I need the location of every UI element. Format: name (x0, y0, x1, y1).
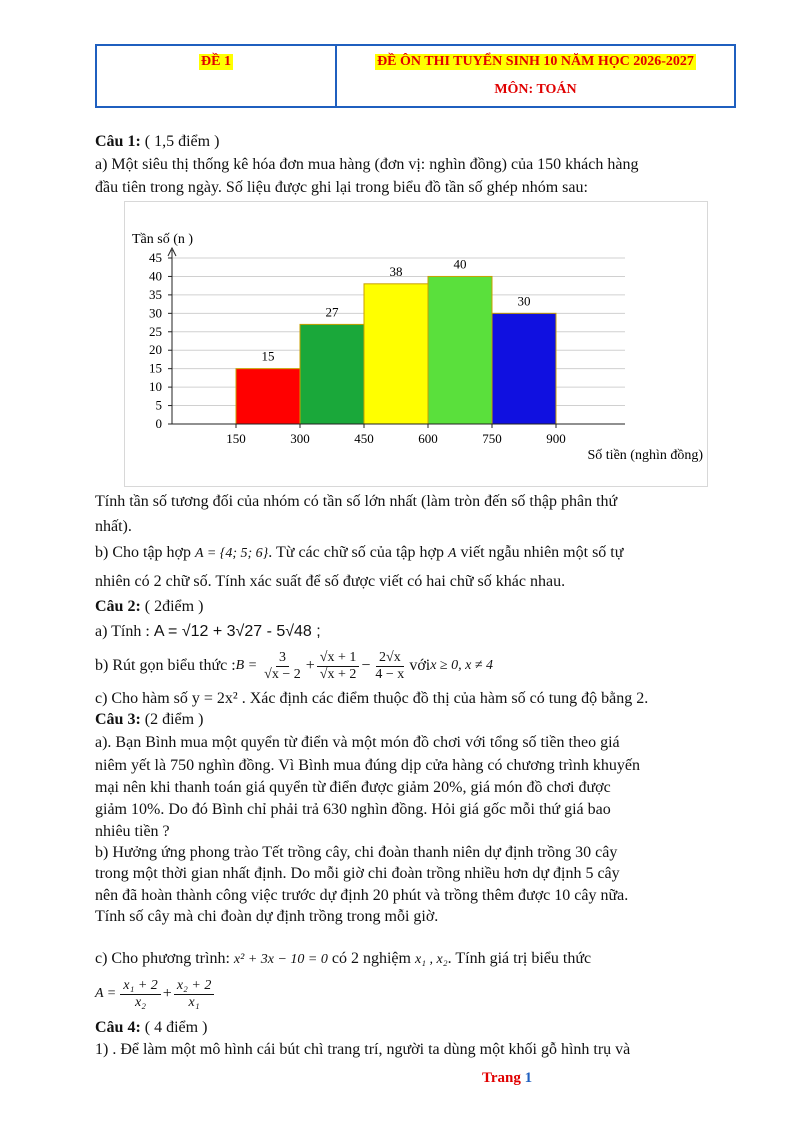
bar-label: 40 (453, 256, 467, 272)
q3-c-line1: c) Cho phương trình: x² + 3x − 10 = 0 có 2 nghiệm x₁ , x₂. Tính giá trị biểu thức (95, 950, 592, 967)
q3-b-line1: b) Hưởng ứng phong trào Tết trồng cây, chi đoàn thanh niên dự định trồng 30 cây (95, 844, 618, 861)
header-right-cell (337, 46, 734, 106)
bar (428, 276, 492, 424)
q1-a-line3: Tính tần số tương đối của nhóm có tần số lớn nhất (làm tròn đến số thập phân thứ (95, 493, 618, 510)
q2-b-fraction-1: $\frac{3}{√x - 2}$ (264, 649, 301, 682)
x-tick-label: 150 (226, 431, 246, 446)
q1-heading: Câu 1: ( 1,5 điểm ) (95, 133, 220, 150)
x-tick-label: 300 (290, 431, 310, 446)
y-tick-label: 10 (149, 379, 162, 395)
bar (300, 324, 364, 424)
y-tick-label: 45 (149, 250, 162, 265)
q3-a-line4: giảm 10%. Do đó Bình chỉ phải trả 630 nghìn đồng. Hỏi giá gốc mỗi thứ giá bao (95, 801, 611, 818)
q3-a-line1: a). Bạn Bình mua một quyển từ điển và một món đồ chơi với tổng số tiền theo giá (95, 734, 620, 751)
bar-label: 30 (517, 293, 531, 309)
q4-heading: Câu 4: ( 4 điểm ) (95, 1019, 208, 1036)
q1-b-line2: nhiên có 2 chữ số. Tính xác suất để số được viết có hai chữ số khác nhau. (95, 573, 566, 590)
x-tick-label: 450 (354, 431, 374, 446)
q2-b-fraction-3: $\frac{2√x}{4 - x}$ (375, 649, 405, 682)
header-table (95, 44, 736, 108)
y-tick-label: 5 (155, 397, 162, 413)
q2-c: c) Cho hàm số y = 2x² . Xác định các điểm thuộc đồ thị của hàm số có tung độ bằng 2. (95, 690, 649, 707)
q3-c-fraction-1: $\frac{\text{x₁ + 2}}{\text{x₂}}$ (120, 978, 161, 1011)
q1-a-line4: nhất). (95, 518, 132, 535)
y-tick-label: 20 (149, 342, 162, 358)
bar-label: 15 (261, 348, 275, 364)
frequency-histogram (125, 202, 707, 486)
q2-a-expression: A = √12 + 3√27 - 5√48 ; (153, 623, 321, 640)
exam-code: ĐỀ 1 (201, 54, 231, 69)
q2-b-fraction-2: $\frac{√x + 1}{√x + 2}$ (317, 650, 360, 683)
exam-title: ĐỀ ÔN THI TUYỂN SINH 10 NĂM HỌC 2026-2027 (377, 54, 694, 69)
x-tick-label: 900 (546, 431, 566, 446)
q4-line1: 1) . Để làm một mô hình cái bút chì trang trí, người ta dùng một khối gỗ hình trụ và (95, 1041, 631, 1058)
y-axis-label: Tần số (n ) (132, 232, 194, 247)
bar (364, 284, 428, 424)
q3-a-line5: nhiêu tiền ? (95, 823, 170, 840)
q1-a-line1: a) Một siêu thị thống kê hóa đơn mua hàng (đơn vị: nghìn đồng) của 150 khách hàng (95, 156, 639, 173)
q3-a-line2: niêm yết là 750 nghìn đồng. Vì Bình mua đúng dịp cửa hàng có chương trình khuyến (95, 757, 640, 774)
histogram-frame (124, 201, 708, 487)
q2-b: b) Rút gọn biểu thức : B = $\frac{3}{√x - 2}$ + $\frac{√x + 1}{√x + 2}$ − $\frac{2√x}{4 - x}$ với x ≥ 0, x ≠ 4 (95, 649, 494, 682)
bar-label: 27 (325, 304, 339, 320)
y-tick-label: 35 (149, 286, 162, 302)
y-tick-label: 25 (149, 323, 162, 339)
q3-heading: Câu 3: (2 điểm ) (95, 711, 204, 728)
q3-b-line4: Tính số cây mà chi đoàn dự định trồng trong mỗi giờ. (95, 908, 439, 925)
page-footer: Trang 1 (482, 1070, 533, 1086)
bar (492, 313, 556, 424)
x-tick-label: 750 (482, 431, 502, 446)
q1-a-line2: đầu tiên trong ngày. Số liệu được ghi lại trong biểu đồ tần số ghép nhóm sau: (95, 179, 588, 196)
bar (236, 369, 300, 424)
q2-a: a) Tính : A = √12 + 3√27 - 5√48 ; (95, 623, 321, 640)
y-tick-label: 30 (149, 305, 162, 321)
x-axis-label: Số tiền (nghìn đồng) (587, 448, 703, 463)
header-left-cell (97, 46, 337, 106)
y-tick-label: 15 (149, 360, 162, 376)
q3-c-fraction-2: $\frac{\text{x₂ + 2}}{\text{x₁}}$ (174, 978, 215, 1011)
q2-heading: Câu 2: ( 2điểm ) (95, 598, 204, 615)
q3-a-line3: mại nên khi thanh toán giá quyển từ điển được giảm 20%, giá món đồ chơi được (95, 779, 611, 796)
q3-b-line2: trong một thời gian nhất định. Do mỗi giờ chi đoàn trồng nhiều hơn dự định 5 cây (95, 865, 620, 882)
x-tick-label: 600 (418, 431, 438, 446)
subject: MÔN: TOÁN (494, 82, 577, 97)
q1-b-line1: b) Cho tập hợp A = {4; 5; 6}. Từ các chữ số của tập hợp A viết ngẫu nhiên một số tự (95, 544, 624, 561)
bar-label: 38 (389, 263, 403, 279)
y-tick-label: 0 (155, 416, 162, 431)
q3-c-expression: A = $\frac{\text{x₁ + 2}}{\text{x₂}}$ + $\frac{\text{x₂ + 2}}{\text{x₁}}$ (95, 975, 216, 1013)
y-tick-label: 40 (149, 268, 162, 284)
q3-b-line3: nên đã hoàn thành công việc trước dự định 20 phút và trồng thêm được 10 cây nữa. (95, 887, 629, 904)
